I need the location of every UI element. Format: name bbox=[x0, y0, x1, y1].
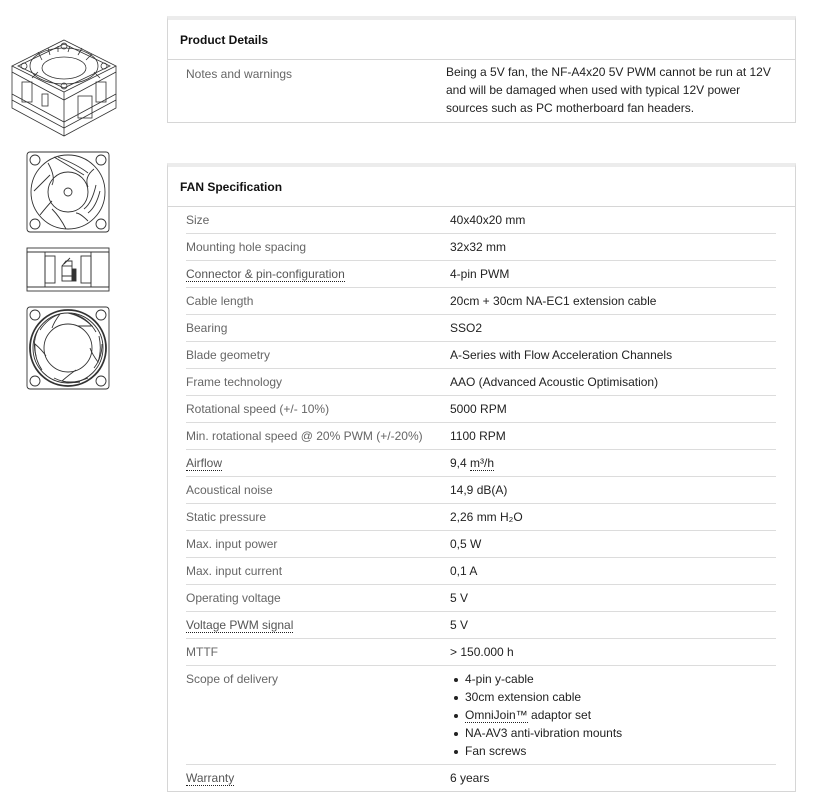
row-value: 4-pin PWM bbox=[450, 267, 510, 281]
row-label: Bearing bbox=[186, 321, 228, 335]
table-row bbox=[186, 234, 776, 261]
fan-specification-card bbox=[167, 163, 796, 792]
fan-front-drawing-icon[interactable] bbox=[26, 151, 110, 233]
row-value: > 150.000 h bbox=[450, 645, 514, 659]
row-value: Being a 5V fan, the NF-A4x20 5V PWM cannot be run at 12V and will be damaged when used with typical 12V power sources such as PC motherboard fan headers. bbox=[446, 65, 771, 115]
voltage-pwm-signal-link[interactable]: Voltage PWM signal bbox=[186, 618, 294, 632]
list-item bbox=[465, 706, 776, 724]
row-value: A-Series with Flow Acceleration Channels bbox=[450, 348, 673, 362]
row-label-tooltip[interactable] bbox=[186, 456, 450, 470]
table-row bbox=[186, 504, 776, 531]
row-label: Mounting hole spacing bbox=[186, 240, 307, 254]
list-item: 30cm extension cable bbox=[465, 688, 776, 706]
fan-back-drawing-icon[interactable] bbox=[26, 306, 110, 390]
row-value: 5 V bbox=[450, 591, 469, 605]
row-value: 14,9 dB(A) bbox=[450, 483, 508, 497]
row-value bbox=[450, 454, 776, 472]
row-value: SSO2 bbox=[450, 321, 483, 335]
table-row bbox=[186, 369, 776, 396]
list-item: Fan screws bbox=[465, 742, 776, 760]
warranty-link[interactable]: Warranty bbox=[186, 771, 235, 785]
table-row bbox=[186, 423, 776, 450]
row-value: 2,26 mm H₂O bbox=[450, 510, 523, 524]
scope-of-delivery-list bbox=[450, 670, 776, 760]
fan-isometric-drawing-icon[interactable] bbox=[8, 38, 120, 140]
row-value: 32x32 mm bbox=[450, 240, 507, 254]
table-row bbox=[186, 207, 776, 234]
table-row bbox=[186, 765, 776, 792]
row-label: Max. input power bbox=[186, 537, 278, 551]
omnijoin-link[interactable]: OmniJoin™ bbox=[465, 708, 528, 722]
airflow-link[interactable]: Airflow bbox=[186, 456, 223, 470]
row-label-tooltip[interactable] bbox=[186, 771, 450, 785]
table-row bbox=[186, 60, 776, 121]
table-row bbox=[186, 342, 776, 369]
table-row bbox=[186, 477, 776, 504]
row-value: 40x40x20 mm bbox=[450, 213, 526, 227]
table-row bbox=[186, 558, 776, 585]
list-item: NA-AV3 anti-vibration mounts bbox=[465, 724, 776, 742]
table-row bbox=[186, 396, 776, 423]
row-value: 0,5 W bbox=[450, 537, 482, 551]
airflow-unit-link[interactable]: m³/h bbox=[470, 456, 495, 470]
fan-specification-title: FAN Specification bbox=[168, 167, 795, 207]
row-label: MTTF bbox=[186, 645, 218, 659]
table-row bbox=[186, 666, 776, 765]
product-details-title: Product Details bbox=[168, 20, 795, 60]
table-row bbox=[186, 261, 776, 288]
row-label: Max. input current bbox=[186, 564, 283, 578]
row-value: AAO (Advanced Acoustic Optimisation) bbox=[450, 375, 659, 389]
list-item: 4-pin y-cable bbox=[465, 670, 776, 688]
table-row bbox=[186, 585, 776, 612]
row-value: 6 years bbox=[450, 771, 490, 785]
spec-table bbox=[168, 207, 795, 792]
row-label: Frame technology bbox=[186, 375, 283, 389]
row-label: Notes and warnings bbox=[186, 67, 293, 81]
row-value: 1100 RPM bbox=[450, 429, 506, 443]
connector-pin-configuration-link[interactable]: Connector & pin-configuration bbox=[186, 267, 345, 281]
table-row bbox=[186, 315, 776, 342]
row-label: Size bbox=[186, 213, 210, 227]
row-value: 5 V bbox=[450, 618, 469, 632]
table-row bbox=[186, 450, 776, 477]
row-label: Operating voltage bbox=[186, 591, 281, 605]
row-value: 0,1 A bbox=[450, 564, 478, 578]
omnijoin-suffix: adaptor set bbox=[527, 708, 592, 722]
product-image-gallery bbox=[0, 0, 140, 420]
product-details-card bbox=[167, 16, 796, 123]
row-label: Static pressure bbox=[186, 510, 267, 524]
row-value: 20cm + 30cm NA-EC1 extension cable bbox=[450, 294, 657, 308]
row-label-tooltip[interactable] bbox=[186, 618, 450, 632]
airflow-value: 9,4 bbox=[450, 456, 471, 470]
row-value bbox=[450, 670, 776, 760]
row-label: Min. rotational speed @ 20% PWM (+/-20%) bbox=[186, 429, 423, 443]
row-label: Rotational speed (+/- 10%) bbox=[186, 402, 330, 416]
row-label: Acoustical noise bbox=[186, 483, 273, 497]
row-label: Cable length bbox=[186, 294, 254, 308]
table-row bbox=[186, 639, 776, 666]
row-label: Scope of delivery bbox=[186, 672, 279, 686]
row-label: Blade geometry bbox=[186, 348, 271, 362]
table-row bbox=[186, 288, 776, 315]
table-row bbox=[186, 612, 776, 639]
fan-side-drawing-icon[interactable] bbox=[26, 247, 110, 292]
table-row bbox=[186, 531, 776, 558]
row-label-tooltip[interactable] bbox=[186, 267, 450, 281]
row-value: 5000 RPM bbox=[450, 402, 507, 416]
